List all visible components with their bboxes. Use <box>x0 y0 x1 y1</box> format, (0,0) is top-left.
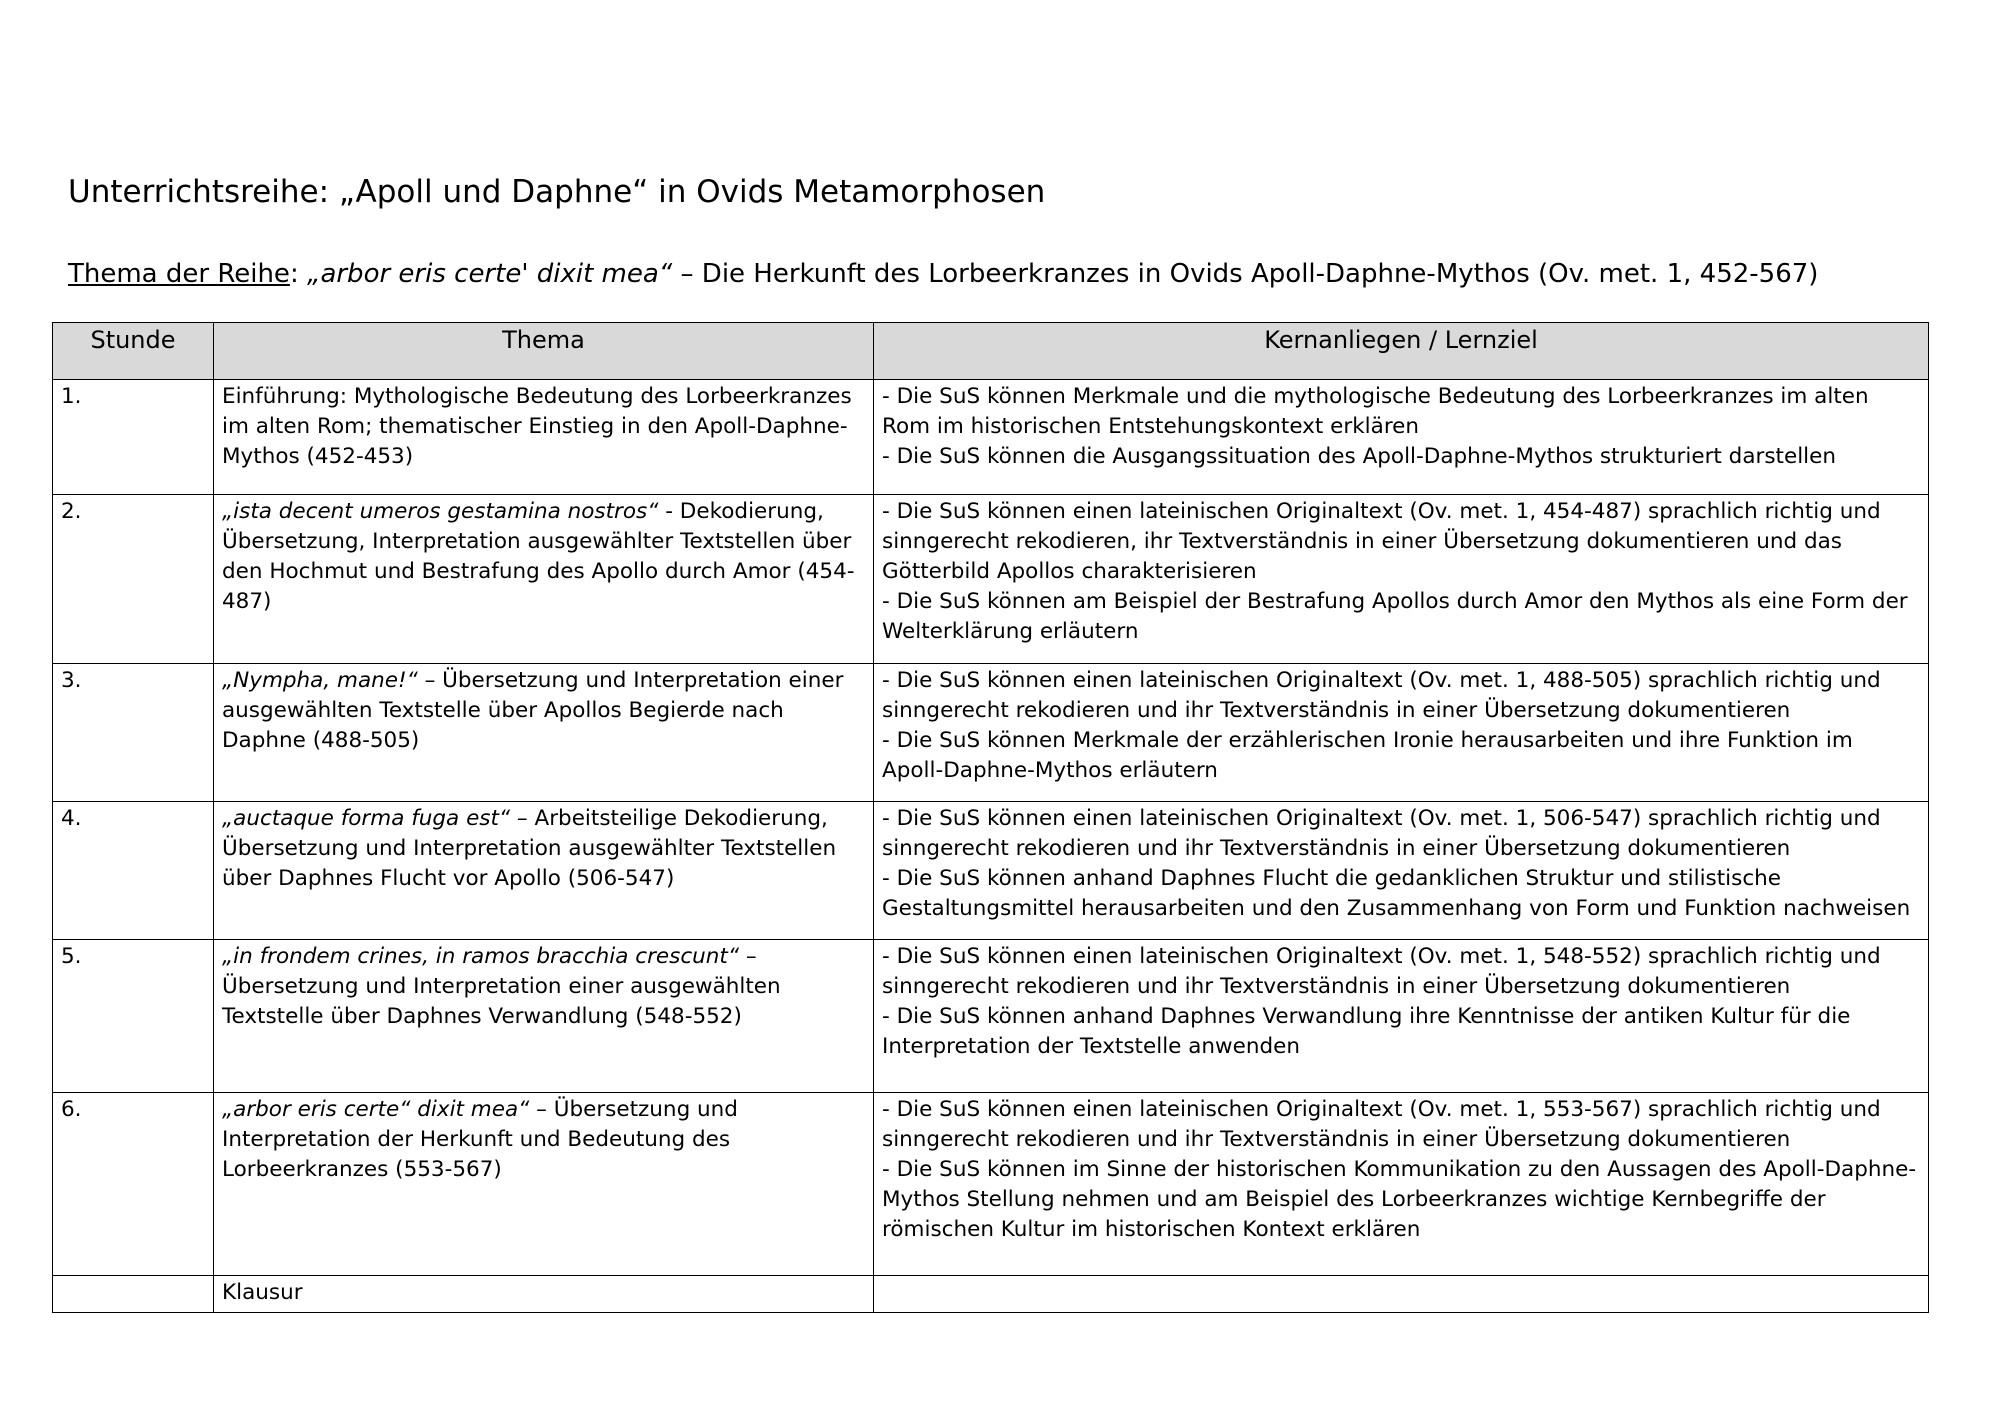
lernziel-item: - Die SuS können Merkmale und die mythologische Bedeutung des Lorbeerkranzes im alten Rom im historischen Entstehungskontext erklären <box>882 384 1869 439</box>
document-title: Unterrichtsreihe: „Apoll und Daphne“ in Ovids Metamorphosen <box>68 174 1046 210</box>
header-stunde: Stunde <box>53 323 214 380</box>
series-topic-quote: „arbor eris certe' dixit mea“ <box>306 259 673 289</box>
thema-quote: „auctaque forma fuga est“ <box>222 806 511 831</box>
lernziel-item: - Die SuS können im Sinne der historischen Kommunikation zu den Aussagen des Apoll-Daphne-Mythos Stellung nehmen und am Beispiel des Lorbeerkranzes wichtige Kernbegriffe der römischen Kultur im historischen Kontext erklären <box>882 1157 1917 1242</box>
thema-quote: „ista decent umeros gestamina nostros“ <box>222 499 659 524</box>
lernziel-item: - Die SuS können einen lateinischen Originaltext (Ov. met. 1, 454-487) sprachlich richtig und sinngerecht rekodieren, ihr Textverständnis in einer Übersetzung dokumentieren und das Götterbild Apollos charakterisieren <box>882 499 1881 584</box>
lernziel-item: - Die SuS können einen lateinischen Originaltext (Ov. met. 1, 548-552) sprachlich richtig und sinngerecht rekodieren und ihr Textverständnis in einer Übersetzung dokumentieren <box>882 944 1881 999</box>
lernziel-cell <box>874 495 1929 664</box>
lernziel-item: - Die SuS können einen lateinischen Originaltext (Ov. met. 1, 553-567) sprachlich richtig und sinngerecht rekodieren und ihr Textverständnis in einer Übersetzung dokumentieren <box>882 1097 1881 1152</box>
lernziel-cell <box>874 940 1929 1093</box>
stunde-cell: 4. <box>53 802 214 940</box>
thema-text: Klausur <box>222 1280 303 1305</box>
thema-cell <box>214 1093 874 1276</box>
stunde-cell: 3. <box>53 664 214 802</box>
thema-quote: „Nympha, mane!“ <box>222 668 418 693</box>
lernziel-cell <box>874 380 1929 495</box>
thema-text: – Arbeitsteilige Dekodierung, Übersetzung und Interpretation ausgewählter Textstellen über Daphnes Flucht vor Apollo (506-547) <box>222 806 837 891</box>
thema-text: - Dekodierung, Übersetzung, Interpretation ausgewählter Textstellen über den Hochmut und Bestrafung des Apollo durch Amor (454-487) <box>222 499 855 614</box>
thema-text: – Übersetzung und Interpretation einer ausgewählten Textstelle über Daphnes Verwandlung (548-552) <box>222 944 781 1029</box>
header-lernziel: Kernanliegen / Lernziel <box>874 323 1929 380</box>
lesson-plan-table <box>52 322 1929 1313</box>
thema-text: Einführung: Mythologische Bedeutung des Lorbeerkranzes im alten Rom; thematischer Einstieg in den Apoll-Daphne-Mythos (452-453) <box>222 384 852 469</box>
lernziel-item: - Die SuS können anhand Daphnes Verwandlung ihre Kenntnisse der antiken Kultur für die Interpretation der Textstelle anwenden <box>882 1004 1851 1059</box>
table-row <box>53 495 1929 664</box>
table-row <box>53 940 1929 1093</box>
stunde-cell: 1. <box>53 380 214 495</box>
lernziel-item: - Die SuS können am Beispiel der Bestrafung Apollos durch Amor den Mythos als eine Form der Welterklärung erläutern <box>882 589 1908 644</box>
stunde-cell: 2. <box>53 495 214 664</box>
lernziel-item: - Die SuS können Merkmale der erzählerischen Ironie herausarbeiten und ihre Funktion im Apoll-Daphne-Mythos erläutern <box>882 728 1853 783</box>
lernziel-item: - Die SuS können einen lateinischen Originaltext (Ov. met. 1, 488-505) sprachlich richtig und sinngerecht rekodieren und ihr Textverständnis in einer Übersetzung dokumentieren <box>882 668 1881 723</box>
thema-quote: „in frondem crines, in ramos bracchia crescunt“ <box>222 944 739 969</box>
lernziel-item: - Die SuS können die Ausgangssituation des Apoll-Daphne-Mythos strukturiert darstellen <box>882 444 1836 469</box>
stunde-cell: 5. <box>53 940 214 1093</box>
series-topic-line <box>68 254 1818 294</box>
lernziel-cell <box>874 802 1929 940</box>
header-thema: Thema <box>214 323 874 380</box>
thema-cell <box>214 1276 874 1313</box>
thema-quote: „arbor eris certe“ dixit mea“ <box>222 1097 530 1122</box>
lernziel-item: - Die SuS können einen lateinischen Originaltext (Ov. met. 1, 506-547) sprachlich richtig und sinngerecht rekodieren und ihr Textverständnis in einer Übersetzung dokumentieren <box>882 806 1881 861</box>
lernziel-cell <box>874 664 1929 802</box>
series-topic-label: Thema der Reihe <box>68 259 290 289</box>
thema-cell <box>214 380 874 495</box>
thema-cell <box>214 495 874 664</box>
lernziel-item: - Die SuS können anhand Daphnes Flucht die gedanklichen Struktur und stilistische Gestaltungsmittel herausarbeiten und den Zusammenhang von Form und Funktion nachweisen <box>882 866 1911 921</box>
thema-cell <box>214 802 874 940</box>
table-header-row <box>53 323 1929 380</box>
stunde-cell <box>53 1276 214 1313</box>
table-row <box>53 802 1929 940</box>
thema-cell <box>214 664 874 802</box>
lernziel-cell <box>874 1276 1929 1313</box>
table-row <box>53 664 1929 802</box>
thema-text: – Übersetzung und Interpretation einer ausgewählten Textstelle über Apollos Begierde nach Daphne (488-505) <box>222 668 844 753</box>
series-topic-text: – Die Herkunft des Lorbeerkranzes in Ovids Apoll-Daphne-Mythos (Ov. met. 1, 452-567) <box>672 259 1819 289</box>
thema-text: – Übersetzung und Interpretation der Herkunft und Bedeutung des Lorbeerkranzes (553-567) <box>222 1097 738 1182</box>
thema-cell <box>214 940 874 1093</box>
table-row <box>53 380 1929 495</box>
table-row <box>53 1093 1929 1276</box>
lernziel-cell <box>874 1093 1929 1276</box>
table-row <box>53 1276 1929 1313</box>
series-topic-colon: : <box>289 259 307 289</box>
stunde-cell: 6. <box>53 1093 214 1276</box>
